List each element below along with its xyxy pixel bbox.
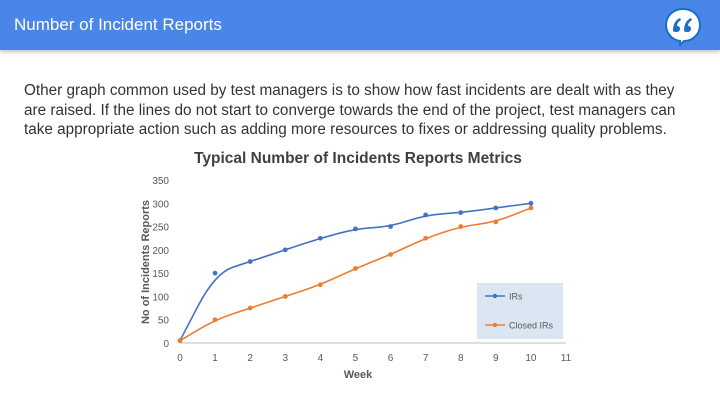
x-tick-label: 3 [282, 353, 289, 364]
data-point-irs [493, 206, 498, 211]
data-point-irs [318, 236, 323, 241]
slide-body-text: Other graph common used by test managers is to show how fast incidents are dealt with as they are raised. If the lines do not start to converge towards the end of the project, test managers can take appropriate action such as adding more resources to fixes or addressing quality problems. [24, 82, 676, 138]
x-tick-label: 6 [387, 353, 394, 364]
x-tick-label: 8 [457, 353, 464, 364]
x-axis-label: Week [343, 369, 373, 381]
data-point-closed-irs [248, 306, 253, 311]
data-point-irs [388, 224, 393, 229]
data-point-closed-irs [423, 236, 428, 241]
y-tick-label: 300 [152, 199, 169, 211]
data-point-closed-irs [529, 206, 534, 211]
y-tick-label: 250 [152, 222, 169, 234]
y-tick-label: 100 [152, 292, 169, 304]
y-tick-label: 50 [157, 315, 169, 327]
x-tick-label: 10 [525, 353, 537, 364]
x-tick-label: 4 [317, 353, 324, 364]
legend-swatch-marker [493, 294, 497, 298]
data-point-closed-irs [493, 220, 498, 225]
data-point-irs [248, 259, 253, 264]
data-point-closed-irs [388, 252, 393, 257]
legend-swatch-marker [493, 323, 497, 327]
x-tick-label: 1 [212, 353, 218, 364]
y-tick-label: 150 [152, 269, 169, 281]
y-tick-label: 0 [163, 339, 169, 350]
chart-svg [135, 145, 576, 382]
incident-chart [135, 145, 576, 382]
slide-header [0, 0, 720, 50]
data-point-irs [458, 210, 463, 215]
data-point-closed-irs [353, 266, 358, 271]
data-point-closed-irs [213, 317, 218, 322]
data-point-irs [423, 213, 428, 218]
data-point-closed-irs [283, 294, 288, 299]
data-point-irs [529, 201, 534, 206]
y-tick-label: 350 [152, 176, 169, 187]
x-tick-label: 9 [493, 353, 499, 364]
y-tick-label: 200 [152, 245, 169, 257]
slide-title: Number of Incident Reports [14, 15, 222, 34]
x-tick-label: 5 [352, 353, 359, 364]
data-point-irs [283, 247, 288, 252]
x-tick-label: 0 [177, 353, 183, 364]
data-point-closed-irs [178, 338, 183, 343]
chart-title: Typical Number of Incidents Reports Metrics [194, 150, 522, 167]
x-tick-label: 7 [422, 353, 429, 364]
data-point-irs [213, 271, 218, 276]
x-tick-label: 2 [247, 353, 253, 364]
data-point-irs [353, 227, 358, 232]
legend-label: IRs [509, 291, 523, 302]
data-point-closed-irs [458, 224, 463, 229]
quote-bubble-icon [662, 5, 704, 47]
x-tick-label: 11 [560, 353, 572, 364]
data-point-closed-irs [318, 282, 323, 287]
y-axis-label: No of Incidents Reports [140, 199, 152, 325]
legend-label: Closed IRs [509, 320, 554, 331]
